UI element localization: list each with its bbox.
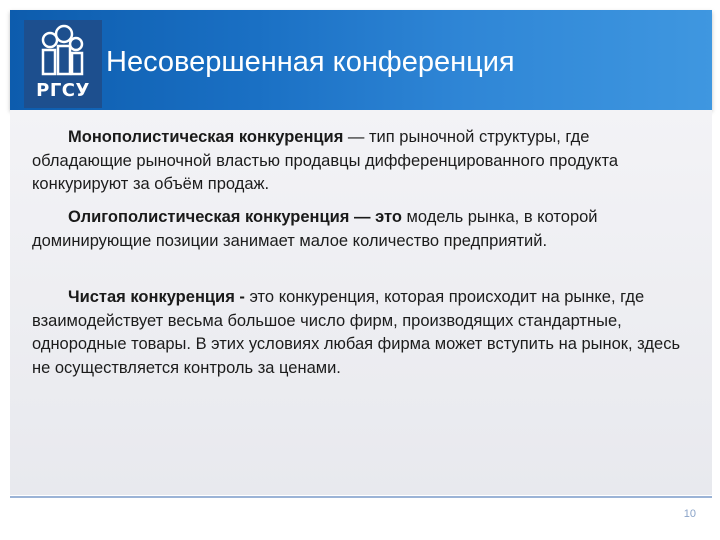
logo-text: РГСУ	[36, 80, 90, 101]
paragraph-pure	[32, 286, 692, 380]
definition-text: это конкуренция, которая происходит на рынке, где взаимодействует весьма большое число фирм, производящих стандартные, однородные товары. В этих условиях любая фирма может вступить на рынок, здесь не осуществляется контроль за ценами.	[32, 288, 681, 377]
term-label: Олигополистическая конкуренция	[68, 208, 350, 226]
definition-text: тип рыночной структуры, где обладающие рыночной властью продавцы дифференцированного продукта конкурируют за объём продаж.	[32, 128, 618, 193]
term-label: Чистая конкуренция	[68, 288, 235, 306]
paragraph-oligopolistic	[32, 206, 692, 253]
term-separator: — это	[349, 208, 407, 226]
rgsu-logo	[24, 20, 102, 108]
page-number: 10	[683, 508, 696, 520]
footer-divider	[10, 496, 712, 498]
paragraph-monopolistic	[32, 126, 692, 197]
term-label: Монополистическая конкуренция	[68, 128, 344, 146]
definition-text: модель рынка, в которой доминирующие позиции занимает малое количество предприятий.	[32, 208, 598, 250]
term-separator: —	[343, 128, 369, 146]
logo-emblem-icon	[24, 20, 102, 80]
term-separator: -	[234, 288, 250, 306]
content-panel	[10, 110, 712, 495]
page-title: Несовершенная конференция	[106, 46, 515, 78]
header-bar	[10, 10, 712, 110]
